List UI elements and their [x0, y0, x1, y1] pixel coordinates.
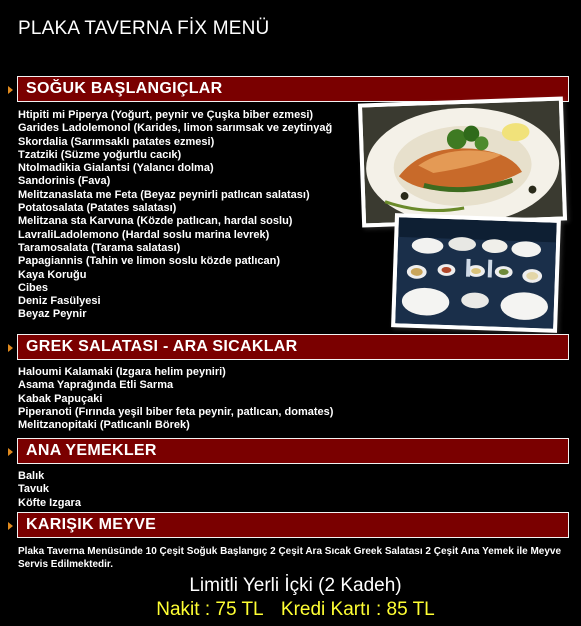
list-item: Deniz Fasülyesi: [18, 295, 101, 308]
greek-salad-list: [18, 366, 333, 432]
list-item: LavraliLadolemono (Hardal soslu marina levrek): [18, 228, 270, 241]
fish-dish-photo: [358, 96, 567, 227]
list-item: Sandorinis (Fava): [18, 175, 111, 188]
cash-price: Nakit : 75 TL: [156, 599, 264, 620]
price-line: [0, 599, 581, 621]
list-item: Kaya Koruğu: [18, 268, 87, 281]
drinks-line: Limitli Yerli İçki (2 Kadeh): [189, 575, 402, 596]
cold-starters-list: [18, 109, 332, 322]
list-item: Asama Yaprağında Etli Sarma: [18, 379, 174, 392]
page-title: PLAKA TAVERNA FİX MENÜ: [18, 18, 270, 39]
card-price: Kredi Kartı : 85 TL: [280, 599, 435, 620]
arrow-bullet-icon: [8, 344, 13, 352]
section-header-cold-starters: SOĞUK BAŞLANGIÇLAR: [17, 76, 569, 102]
list-item: Cibes: [18, 281, 48, 294]
section-header-greek-salad: GREK SALATASI - ARA SICAKLAR: [17, 334, 569, 360]
list-item: Kabak Papuçaki: [18, 392, 103, 405]
list-item: Htipiti mi Piperya (Yoğurt, peynir ve Çuşka biber ezmesi): [18, 109, 314, 121]
arrow-bullet-icon: [8, 522, 13, 530]
table-spread-photo: [391, 213, 561, 333]
list-item: Tzatziki (Süzme yoğurtlu cacık): [18, 148, 182, 161]
list-item: Garides Ladolemonol (Karides, limon sarımsak ve zeytinyağ: [18, 122, 333, 135]
list-item: Köfte Izgara: [18, 496, 81, 509]
list-item: Potatosalata (Patates salatası): [18, 202, 177, 215]
list-item: Piperanoti (Fırında yeşil biber feta peynir, patlıcan, domates): [18, 405, 334, 418]
section-header-main-courses: ANA YEMEKLER: [17, 438, 569, 464]
list-item: Melitzanaslata me Feta (Beyaz peynirli patlıcan salatası): [18, 188, 310, 201]
list-item: Skordalia (Sarımsaklı patates ezmesi): [18, 135, 215, 148]
list-item: Tavuk: [18, 483, 49, 496]
list-item: Melitzanopitaki (Patlıcanlı Börek): [18, 419, 190, 432]
list-item: Ntolmadikia Gialantsi (Yalancı dolma): [18, 162, 214, 175]
arrow-bullet-icon: [8, 86, 13, 94]
list-item: Haloumi Kalamaki (Izgara helim peyniri): [18, 366, 226, 378]
list-item: Taramosalata (Tarama salatası): [18, 241, 181, 254]
list-item: Balık: [18, 470, 45, 482]
menu-note: Plaka Taverna Menüsünde 10 Çeşit Soğuk Başlangıç 2 Çeşit Ara Sıcak Greek Salatası 2 Çeşit Ana Yemek ile Meyve Servis Edilmektedir.: [18, 546, 562, 570]
section-header-mixed-fruit: KARIŞIK MEYVE: [17, 512, 569, 538]
list-item: Papagiannis (Tahin ve limon soslu közde patlıcan): [18, 255, 281, 268]
main-courses-list: [18, 470, 81, 510]
list-item: Melitzana sta Karvuna (Közde patlıcan, hardal soslu): [18, 215, 293, 228]
arrow-bullet-icon: [8, 448, 13, 456]
list-item: Beyaz Peynir: [18, 308, 87, 321]
